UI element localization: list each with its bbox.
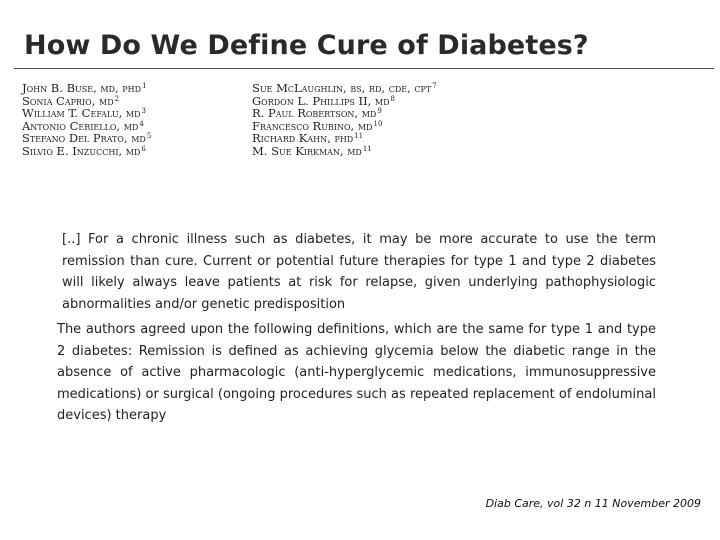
authors-left-column xyxy=(22,80,151,156)
quote-paragraph: [..] For a chronic illness such as diabetes, it may be more accurate to use the term remission than cure. Current or potential future therapies for type 1 and type 2 diabetes will likely always leave patients at risk for relapse, given underlying pathophysiologic abnormalities and/or genetic predisposition xyxy=(62,232,656,312)
author-affiliation: 2 xyxy=(114,94,120,103)
author-entry xyxy=(252,130,437,146)
author-name: Sue McLaughlin, bs, rd, cde, cpt xyxy=(252,81,432,95)
author-affiliation: 9 xyxy=(377,107,382,116)
author-entry xyxy=(22,118,151,131)
author-name: Stefano Del Prato, md xyxy=(22,131,146,146)
author-name: R. Paul Robertson, md xyxy=(252,106,377,121)
author-name: Sonia Caprio, md xyxy=(22,93,114,108)
author-name: Francesco Rubino, md xyxy=(252,118,373,133)
author-affiliation: 11 xyxy=(362,144,372,153)
author-entry xyxy=(252,118,437,131)
author-affiliation: 1 xyxy=(142,82,147,90)
author-affiliation: 11 xyxy=(354,132,364,141)
author-name: Silvio E. Inzucchi, md xyxy=(22,143,141,158)
author-entry xyxy=(22,105,151,121)
authors-right-column xyxy=(252,80,437,156)
author-entry xyxy=(22,80,151,93)
slide-title: How Do We Define Cure of Diabetes? xyxy=(24,30,589,61)
author-affiliation: 4 xyxy=(139,119,144,128)
author-name: Antonio Ceriello, md xyxy=(22,118,139,133)
author-name: M. Sue Kirkman, md xyxy=(252,143,362,158)
author-affiliation: 5 xyxy=(146,132,152,141)
author-affiliation: 7 xyxy=(432,82,437,90)
citation: Diab Care, vol 32 n 11 November 2009 xyxy=(485,497,701,510)
author-affiliation: 10 xyxy=(373,119,383,128)
definition-paragraph: The authors agreed upon the following definitions, which are the same for type 1 and type 2 diabetes: Remission is defined as achieving glycemia below the diabetic range in the absence of active pharmacologic (anti-hyperglycemic medications, immunosuppressive medications) or surgical (ongoing procedures such as repeated replacement of endoluminal devices) therapy xyxy=(57,322,656,423)
author-entry xyxy=(22,143,151,156)
author-name: William T. Cefalu, md xyxy=(22,106,141,121)
author-name: Richard Kahn, phd xyxy=(252,131,354,146)
author-affiliation: 8 xyxy=(390,94,395,103)
author-entry xyxy=(252,80,437,93)
author-entry xyxy=(252,143,437,156)
author-entry xyxy=(252,105,437,121)
author-affiliation: 3 xyxy=(141,107,146,116)
author-entry xyxy=(22,130,152,146)
author-name: Gordon L. Phillips II, md xyxy=(252,93,390,108)
author-affiliation: 6 xyxy=(141,144,146,153)
title-divider xyxy=(14,68,714,69)
author-name: John B. Buse, md, phd xyxy=(22,81,142,95)
